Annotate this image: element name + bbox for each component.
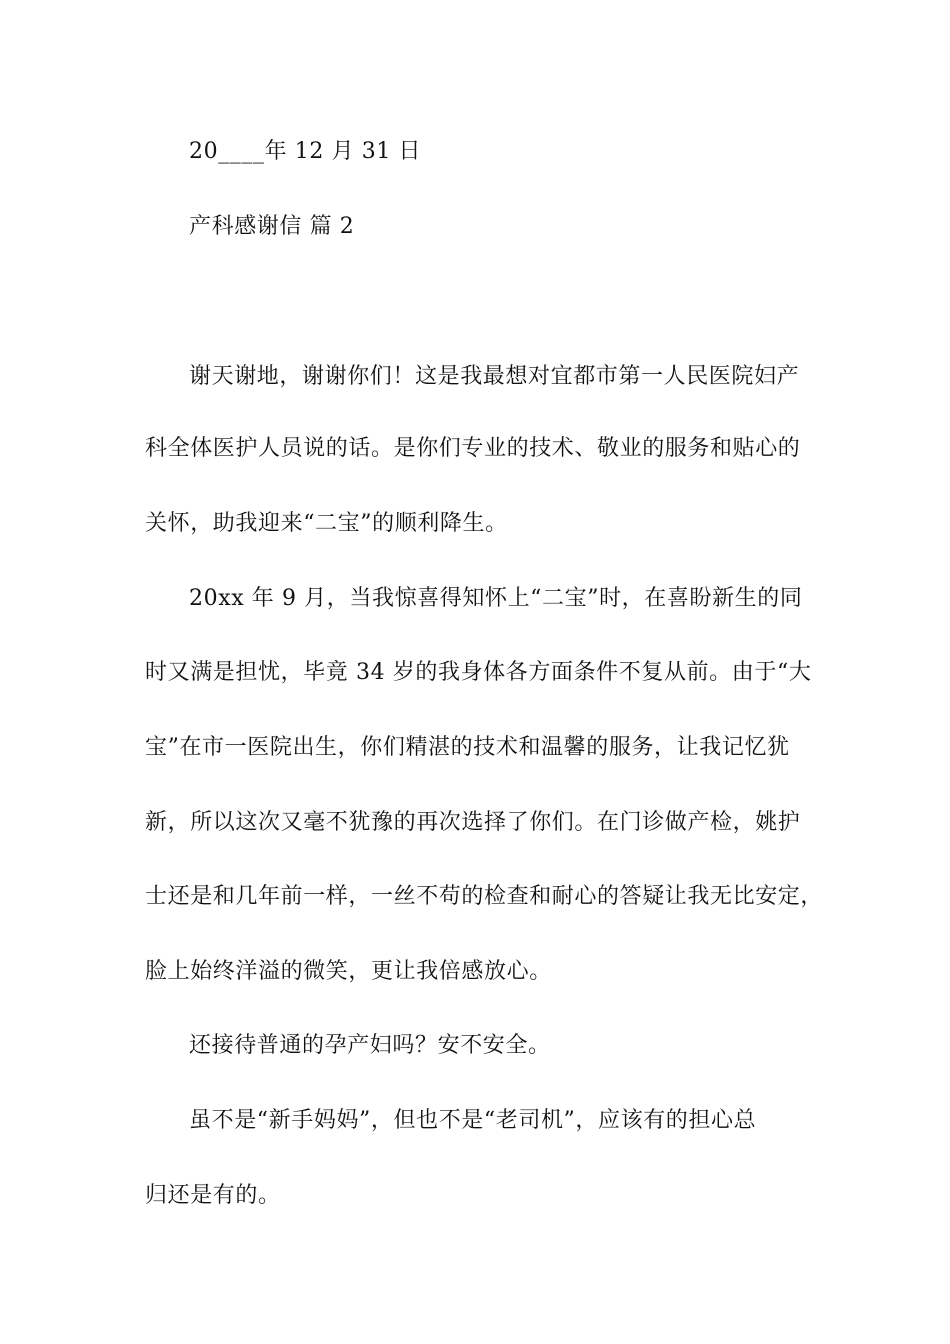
paragraph-line: 谢天谢地，谢谢你们！这是我最想对宜都市第一人民医院妇产 (189, 364, 800, 389)
paragraph-line: 科全体医护人员说的话。是你们专业的技术、敬业的服务和贴心的 (145, 436, 801, 461)
paragraph-line: 宝”在市一医院出生，你们精湛的技术和温馨的服务，让我记忆犹 (145, 735, 790, 760)
paragraph-line: 虽不是“新手妈妈”，但也不是“老司机”，应该有的担心总 (189, 1108, 757, 1133)
paragraph-line: 20xx 年 9 月，当我惊喜得知怀上“二宝”时，在喜盼新生的同 (189, 586, 803, 611)
paragraph-line: 还接待普通的孕产妇吗？安不安全。 (189, 1033, 551, 1058)
section-title: 产科感谢信 篇 2 (189, 214, 355, 239)
paragraph-line: 士还是和几年前一样，一丝不苟的检查和耐心的答疑让我无比安定， (145, 884, 824, 909)
date-line: 20____年 12 月 31 日 (189, 139, 422, 164)
paragraph-line: 归还是有的。 (145, 1183, 281, 1208)
paragraph-line: 新，所以这次又毫不犹豫的再次选择了你们。在门诊做产检，姚护 (145, 810, 801, 835)
paragraph-line: 时又满是担忧，毕竟 34 岁的我身体各方面条件不复从前。由于“大 (145, 660, 812, 685)
paragraph-line: 脸上始终洋溢的微笑，更让我倍感放心。 (145, 959, 552, 984)
paragraph-line: 关怀，助我迎来“二宝”的顺利降生。 (145, 511, 508, 536)
